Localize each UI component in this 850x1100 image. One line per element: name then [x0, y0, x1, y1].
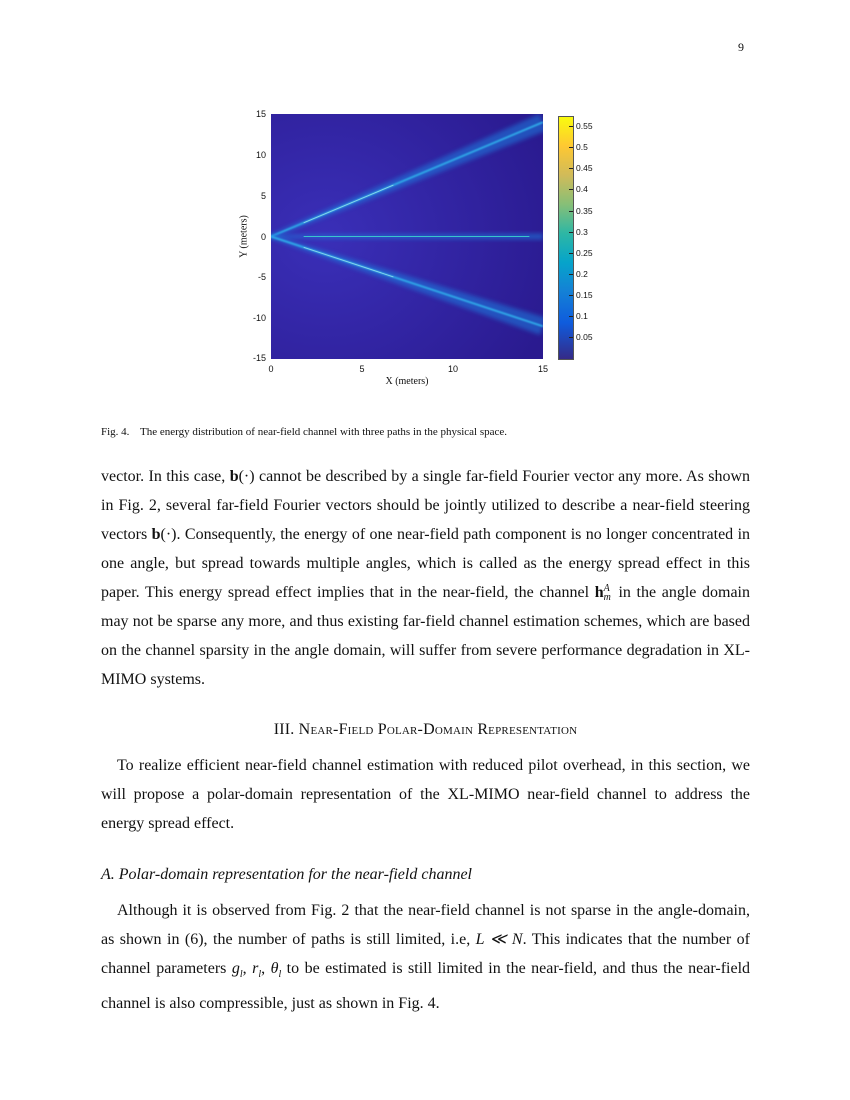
text-run: To realize efficient near-field channel estimation with reduced pilot overhead, in this section, we will propose a polar-domain representation of the XL-MIMO near-field channel to address the energy spread effect. [101, 757, 750, 832]
text-run: Although it is observed from Fig. 2 that the near-field channel is not sparse in the angle-domain, as shown in (6), the number of paths is still limited, i.e, [101, 902, 750, 948]
caption-text: The energy distribution of near-field channel with three paths in the physical space. [140, 426, 508, 438]
math-h-sup: A [603, 583, 610, 595]
math-comma: , [261, 960, 271, 977]
x-axis-label: X (meters) [385, 376, 429, 387]
paragraph-polar-intro [101, 751, 750, 838]
text-run: . This indicates that the number of channel parameters [101, 931, 750, 977]
math-r: r [252, 960, 259, 977]
colorbar-tick-label: 0.3 [576, 227, 588, 237]
section-heading: III. Near-Field Polar-Domain Representation [273, 721, 578, 738]
colorbar-tick-mark [569, 211, 573, 212]
math-h: h [594, 584, 604, 601]
x-tick: 5 [359, 364, 365, 374]
paragraph-compressible [101, 896, 750, 1018]
math-h-sub: m [603, 592, 611, 604]
heatmap-plot [271, 114, 543, 359]
colorbar-tick-label: 0.4 [576, 184, 588, 194]
colorbar-tick-label: 0.2 [576, 269, 588, 279]
x-tick: 10 [447, 364, 458, 374]
math-theta-sub: l [278, 969, 282, 981]
y-tick: -15 [252, 353, 266, 363]
math-g-sub: l [239, 969, 243, 981]
math-g: g [231, 960, 240, 977]
y-axis-label: Y (meters) [238, 215, 250, 258]
colorbar-tick-mark [569, 253, 573, 254]
y-tick: 15 [255, 109, 266, 119]
colorbar-tick-mark [569, 147, 573, 148]
colorbar-tick-mark [569, 274, 573, 275]
y-tick: -5 [257, 272, 266, 282]
figure-caption [101, 426, 751, 438]
math-r-sub: l [258, 969, 262, 981]
colorbar-tick-label: 0.05 [576, 332, 593, 342]
y-tick: 10 [255, 150, 266, 160]
text-run: vector. In this case, [101, 468, 230, 485]
subsection-heading: A. Polar-domain representation for the near-field channel [101, 866, 472, 883]
math-l-n: L ≪ N [475, 931, 523, 948]
text-run: (·) cannot be described by a single far-field Fourier vector any more. As shown in Fig. 2, several far-field Fourier vectors should be jointly utilized to describe a near-field steering vectors [101, 468, 750, 543]
x-tick: 0 [268, 364, 274, 374]
page-number: 9 [738, 40, 744, 54]
colorbar-tick-label: 0.5 [576, 142, 588, 152]
colorbar [558, 116, 574, 360]
heatmap-svg [271, 114, 543, 359]
math-b: b [151, 526, 161, 543]
text-run: to be estimated is still limited in the near-field, and thus the near-field channel is also compressible, just as shown in Fig. 4. [101, 960, 751, 1013]
math-theta: θ [270, 960, 279, 977]
colorbar-tick-label: 0.35 [576, 206, 593, 216]
math-b: b [229, 468, 239, 485]
figure-4 [0, 0, 850, 420]
colorbar-tick-mark [569, 295, 573, 296]
y-tick: 5 [260, 191, 266, 201]
colorbar-tick-mark [569, 168, 573, 169]
colorbar-tick-label: 0.45 [576, 163, 593, 173]
math-comma: , [242, 960, 253, 977]
paragraph-energy-spread [101, 462, 750, 694]
text-run: in the angle domain may not be sparse any more, and thus existing far-field channel estimation schemes, which are based on the channel sparsity in the angle domain, will suffer from severe performance degradation in XL-MIMO systems. [101, 584, 751, 688]
colorbar-tick-label: 0.15 [576, 290, 593, 300]
colorbar-tick-mark [569, 232, 573, 233]
colorbar-tick-label: 0.55 [576, 121, 593, 131]
colorbar-tick-mark [569, 189, 573, 190]
math-h-scripts [604, 584, 611, 602]
y-tick: 0 [260, 232, 266, 242]
x-tick: 15 [537, 364, 548, 374]
colorbar-tick-label: 0.1 [576, 311, 588, 321]
text-run: (·). Consequently, the energy of one near-field path component is no longer concentrated in one angle, but spread towards multiple angles, which is called as the energy spread effect in this paper. This energy spread effect implies that in the near-field, the channel [101, 526, 751, 601]
colorbar-tick-mark [569, 316, 573, 317]
colorbar-tick-label: 0.25 [576, 248, 593, 258]
caption-label: Fig. 4. [101, 426, 130, 438]
colorbar-tick-mark [569, 337, 573, 338]
y-tick: -10 [252, 313, 266, 323]
colorbar-tick-mark [569, 126, 573, 127]
